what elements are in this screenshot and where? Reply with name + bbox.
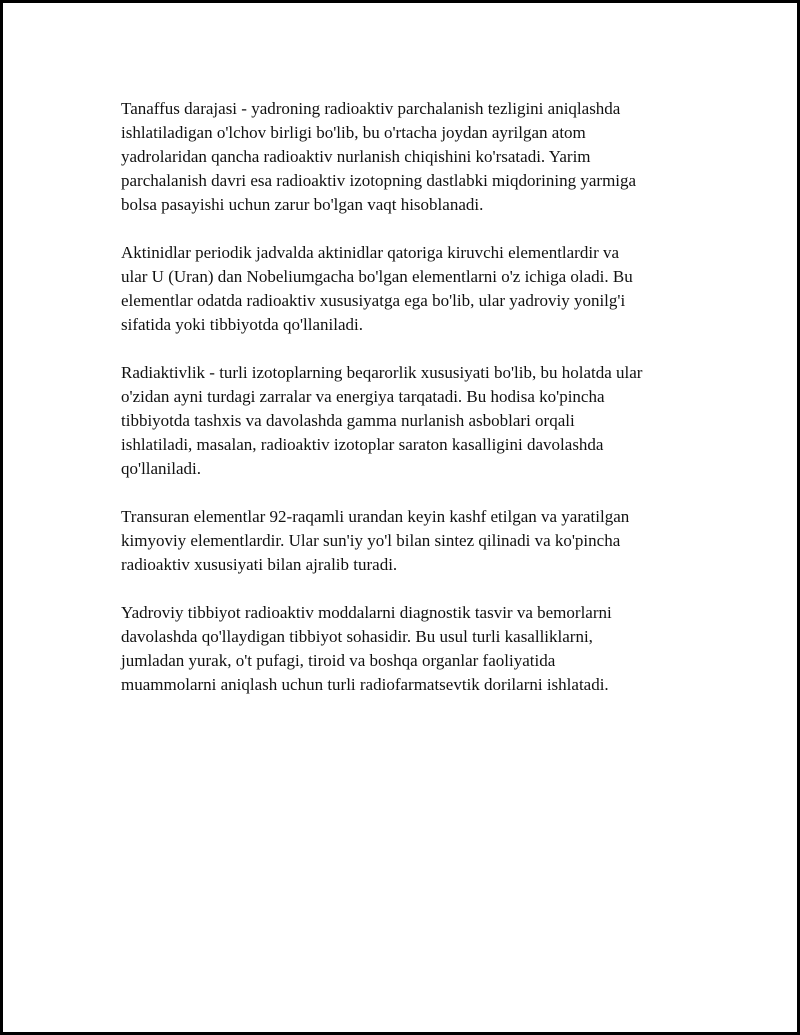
paragraph-radiaktivlik: Radiaktivlik - turli izotoplarning beqarorlik xususiyati bo'lib, bu holatda ular o'zidan ayni turdagi zarralar va energiya tarqatadi. Bu hodisa ko'pincha tibbiyotda tashxis va davolashda gamma nurlanish asboblari orqali ishlatiladi, masalan, radioaktiv izotoplar saraton kasalligini davolashda qo'llaniladi.	[121, 363, 643, 478]
paragraph-yadroviy-tibbiyot: Yadroviy tibbiyot radioaktiv moddalarni diagnostik tasvir va bemorlarni davolashda qo'llaydigan tibbiyot sohasidir. Bu usul turli kasalliklarni, jumladan yurak, o't pufagi, tiroid va boshqa organlar faoliyatida muammolarni aniqlash uchun turli radiofarmatsevtik dorilarni ishlatadi.	[121, 603, 612, 694]
paragraph-aktinidlar: Aktinidlar periodik jadvalda aktinidlar qatoriga kiruvchi elementlardir va ular U (Uran) dan Nobeliumgacha bo'lgan elementlarni o'z ichiga oladi. Bu elementlar odatda radioaktiv xususiyatga ega bo'lib, ular yadroviy yonilg'i sifatida yoki tibbiyotda qo'llaniladi.	[121, 243, 633, 334]
document-body	[121, 97, 693, 721]
paragraph-tanaffus-darajasi: Tanaffus darajasi - yadroning radioaktiv parchalanish tezligini aniqlashda ishlatiladigan o'lchov birligi bo'lib, bu o'rtacha joydan ayrilgan atom yadrolaridan qancha radioaktiv nurlanish chiqishini ko'rsatadi. Yarim parchalanish davri esa radioaktiv izotopning dastlabki miqdorining yarmiga bolsa pasayishi uchun zarur bo'lgan vaqt hisoblanadi.	[121, 99, 637, 214]
paragraph-transuran-elementlar: Transuran elementlar 92-raqamli urandan keyin kashf etilgan va yaratilgan kimyoviy elementlardir. Ular sun'iy yo'l bilan sintez qilinadi va ko'pincha radioaktiv xususiyati bilan ajralib turadi.	[121, 507, 630, 574]
